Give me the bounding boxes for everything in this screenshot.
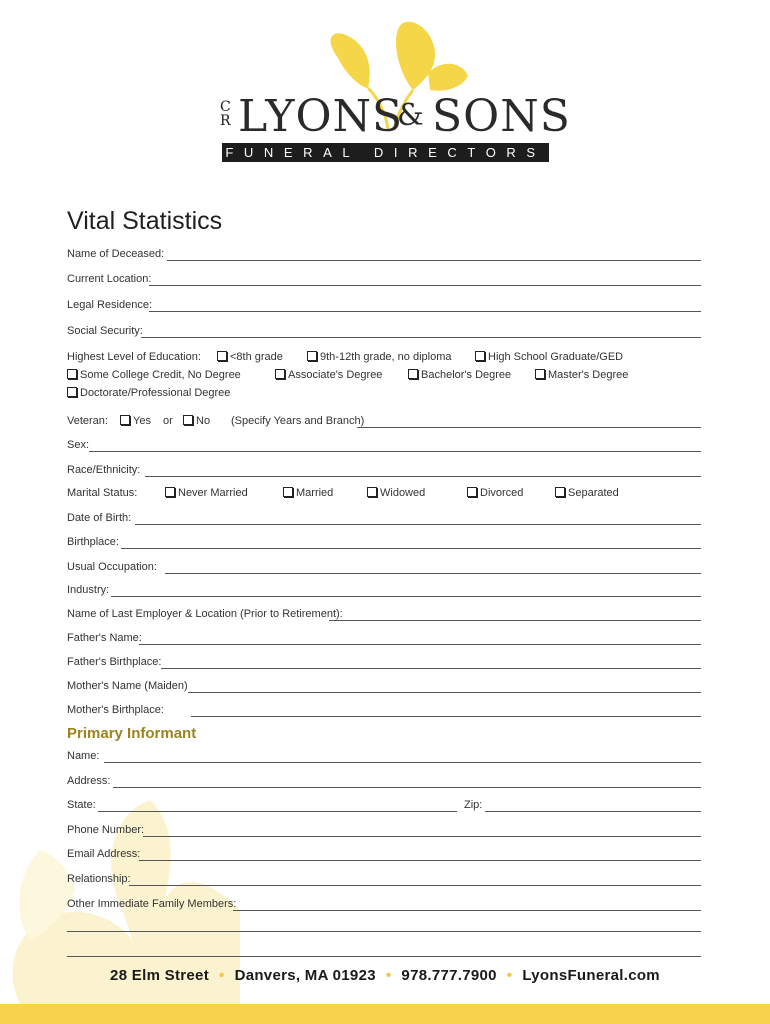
footer-city: Danvers, MA 01923: [234, 967, 376, 984]
section-title-primary-informant: Primary Informant: [67, 725, 197, 742]
field-legal-residence[interactable]: Legal Residence:: [67, 296, 701, 316]
marital-label: Marital Status:: [67, 487, 138, 499]
footer-web[interactable]: LyonsFuneral.com: [522, 967, 660, 984]
field-informant-email[interactable]: Email Address:: [67, 845, 701, 865]
brand-ampersand: &: [397, 98, 424, 133]
checkbox-icon[interactable]: [165, 487, 175, 497]
brand-name-left: LYONS: [238, 91, 404, 142]
field-mother-birthplace[interactable]: Mother's Birthplace:: [67, 701, 701, 721]
checkbox-icon[interactable]: [120, 415, 130, 425]
education-option-8th[interactable]: <8th grade: [217, 350, 283, 364]
field-dob[interactable]: Date of Birth:: [67, 509, 701, 529]
field-social-security[interactable]: Social Security:: [67, 322, 701, 342]
field-birthplace[interactable]: Birthplace:: [67, 533, 701, 553]
marital-married[interactable]: Married: [283, 486, 333, 500]
checkbox-icon[interactable]: [275, 369, 285, 379]
education-option-associate[interactable]: Associate's Degree: [275, 368, 382, 382]
bullet-icon: •: [385, 967, 392, 984]
field-mother-name[interactable]: Mother's Name (Maiden): [67, 677, 701, 697]
page-title: Vital Statistics: [67, 207, 223, 235]
checkbox-icon[interactable]: [183, 415, 193, 425]
checkbox-icon[interactable]: [367, 487, 377, 497]
checkbox-icon[interactable]: [217, 351, 227, 361]
checkbox-icon[interactable]: [475, 351, 485, 361]
field-sex[interactable]: Sex:: [67, 436, 701, 456]
education-option-doctorate[interactable]: Doctorate/Professional Degree: [67, 386, 230, 400]
veteran-yes[interactable]: Yes: [120, 414, 151, 428]
marital-separated[interactable]: Separated: [555, 486, 619, 500]
field-informant-other-family[interactable]: Other Immediate Family Members:: [67, 895, 701, 915]
veteran-no[interactable]: No: [183, 414, 210, 428]
brand-name-right: SONS: [432, 91, 571, 142]
brand-initials: C R: [220, 99, 231, 129]
state-line[interactable]: [98, 811, 457, 812]
marital-widowed[interactable]: Widowed: [367, 486, 425, 500]
education-option-bachelor[interactable]: Bachelor's Degree: [408, 368, 511, 382]
zip-line[interactable]: [485, 811, 701, 812]
brand-banner: FUNERAL DIRECTORS: [222, 143, 549, 162]
education-option-9-12[interactable]: 9th-12th grade, no diploma: [307, 350, 451, 364]
field-occupation[interactable]: Usual Occupation:: [67, 558, 701, 578]
marital-divorced[interactable]: Divorced: [467, 486, 523, 500]
checkbox-icon[interactable]: [307, 351, 317, 361]
bullet-icon: •: [506, 967, 513, 984]
education-label: Highest Level of Education:: [67, 351, 201, 363]
education-option-some-college[interactable]: Some College Credit, No Degree: [67, 368, 241, 382]
checkbox-icon[interactable]: [67, 387, 77, 397]
field-current-location[interactable]: Current Location:: [67, 270, 701, 290]
veteran-specify: (Specify Years and Branch): [231, 415, 365, 427]
education-option-hs[interactable]: High School Graduate/GED: [475, 350, 623, 364]
zip-label: Zip:: [464, 799, 483, 811]
footer-phone: 978.777.7900: [401, 967, 497, 984]
footer-contact: [0, 967, 770, 984]
checkbox-icon[interactable]: [67, 369, 77, 379]
field-industry[interactable]: Industry:: [67, 581, 701, 601]
blank-line[interactable]: [67, 931, 701, 932]
field-father-birthplace[interactable]: Father's Birthplace:: [67, 653, 701, 673]
checkbox-icon[interactable]: [555, 487, 565, 497]
footer-bar: [0, 1004, 770, 1024]
checkbox-icon[interactable]: [467, 487, 477, 497]
field-informant-phone[interactable]: Phone Number:: [67, 821, 701, 841]
veteran-or: or: [163, 415, 173, 427]
field-name-of-deceased[interactable]: Name of Deceased:: [67, 245, 701, 265]
field-last-employer[interactable]: Name of Last Employer & Location (Prior to Retirement):: [67, 605, 701, 625]
checkbox-icon[interactable]: [283, 487, 293, 497]
field-father-name[interactable]: Father's Name:: [67, 629, 701, 649]
field-veteran[interactable]: Veteran: Yes or No (Specify Years and Branch): [67, 412, 701, 432]
field-race[interactable]: Race/Ethnicity:: [67, 461, 701, 481]
checkbox-icon[interactable]: [408, 369, 418, 379]
checkbox-icon[interactable]: [535, 369, 545, 379]
bullet-icon: •: [219, 967, 225, 984]
footer-street: 28 Elm Street: [110, 967, 209, 984]
blank-line[interactable]: [67, 956, 701, 957]
field-informant-address[interactable]: Address:: [67, 772, 701, 792]
marital-never[interactable]: Never Married: [165, 486, 248, 500]
field-informant-name[interactable]: Name:: [67, 747, 701, 767]
field-informant-relationship[interactable]: Relationship:: [67, 870, 701, 890]
field-informant-state-zip[interactable]: State: Zip:: [67, 796, 701, 816]
education-option-master[interactable]: Master's Degree: [535, 368, 628, 382]
